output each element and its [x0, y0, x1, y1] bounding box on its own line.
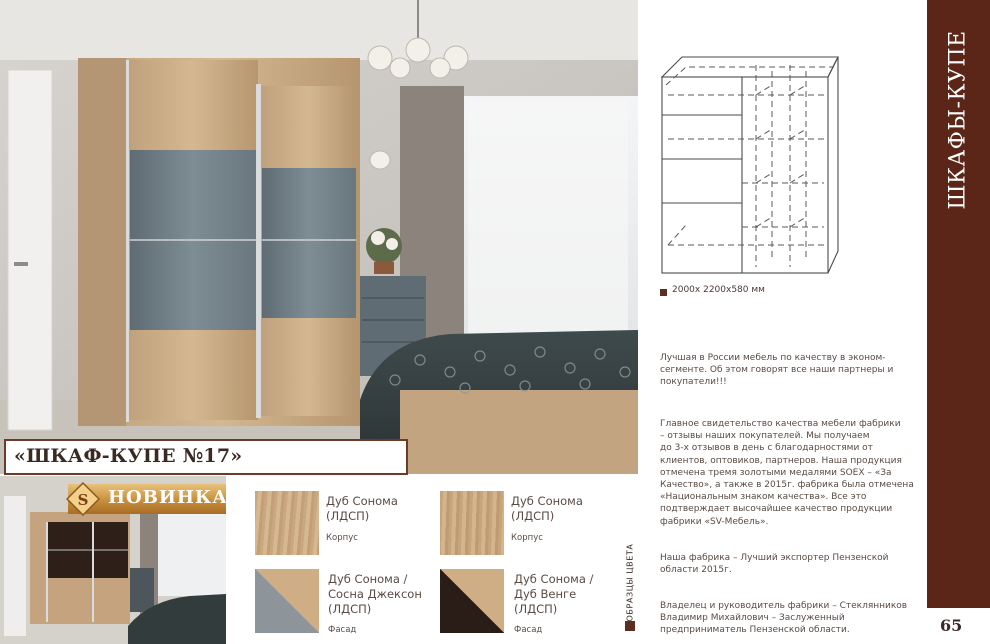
color-samples-label	[620, 540, 640, 630]
swatch-sonoma-jackson	[255, 569, 319, 633]
page-number: 65	[940, 616, 963, 635]
swatch-label-4: Дуб Сонома / Дуб Венге (ЛДСП)	[514, 572, 594, 616]
paragraph-quality: Лучшая в России мебель по качеству в эконом- сегменте. Об этом говорят все наши партнеры и покупатели!!!	[660, 353, 894, 388]
swatch-sonoma-venge	[440, 569, 504, 633]
swatch-usage-1: Корпус	[326, 533, 358, 543]
sv-logo-icon	[66, 482, 100, 516]
swatch-label-3: Дуб Сонома / Сосна Джексон (ЛДСП)	[328, 572, 422, 616]
product-title-banner	[4, 439, 408, 475]
swatch-sonoma-body-1	[255, 491, 319, 555]
dimensions-text: 2000x 2200x580 мм	[672, 285, 765, 295]
wardrobe-wireframe-drawing	[656, 55, 844, 277]
swatch-usage-4: Фасад	[514, 625, 543, 635]
product-title: «ШКАФ-КУПЕ №17»	[14, 445, 243, 467]
section-title: ШКАФЫ-КУПЕ	[945, 30, 971, 210]
dimensions-bullet	[660, 289, 667, 296]
sv-logo-letter: S	[77, 491, 89, 509]
swatch-usage-2: Корпус	[511, 533, 543, 543]
main-product-photo	[0, 0, 638, 474]
color-samples-marker	[625, 621, 635, 631]
swatch-usage-3: Фасад	[328, 625, 357, 635]
section-side-band	[927, 0, 990, 608]
paragraph-exporter: Наша фабрика – Лучший экспортер Пензенской области 2015г.	[660, 553, 889, 576]
swatch-label-1: Дуб Сонома (ЛДСП)	[326, 494, 398, 523]
paragraph-owner: Владелец и руководитель фабрики – Стеклянников Владимир Михайлович – Заслуженный предприниматель Пензенской области.	[660, 601, 908, 636]
color-samples-text: ОБРАЗЦЫ ЦВЕТА	[625, 543, 635, 622]
swatch-label-2: Дуб Сонома (ЛДСП)	[511, 494, 583, 523]
new-badge-label: НОВИНКА	[108, 487, 228, 508]
paragraph-reviews: Главное свидетельство качества мебели фабрики – отзывы наших покупателей. Мы получаем до 3-х отзывов в день с благодарностями от клиентов, оптовиков, партнеров. Наша продукция отмечена тремя золотыми медалями SOEX – «За Качество», а также в 2015г. фабрика была отмечена «Национальным знаком качества». Все это подтверждает высочайшее качество продукции фабрики «SV-Мебель».	[660, 419, 914, 527]
swatch-sonoma-body-2	[440, 491, 504, 555]
